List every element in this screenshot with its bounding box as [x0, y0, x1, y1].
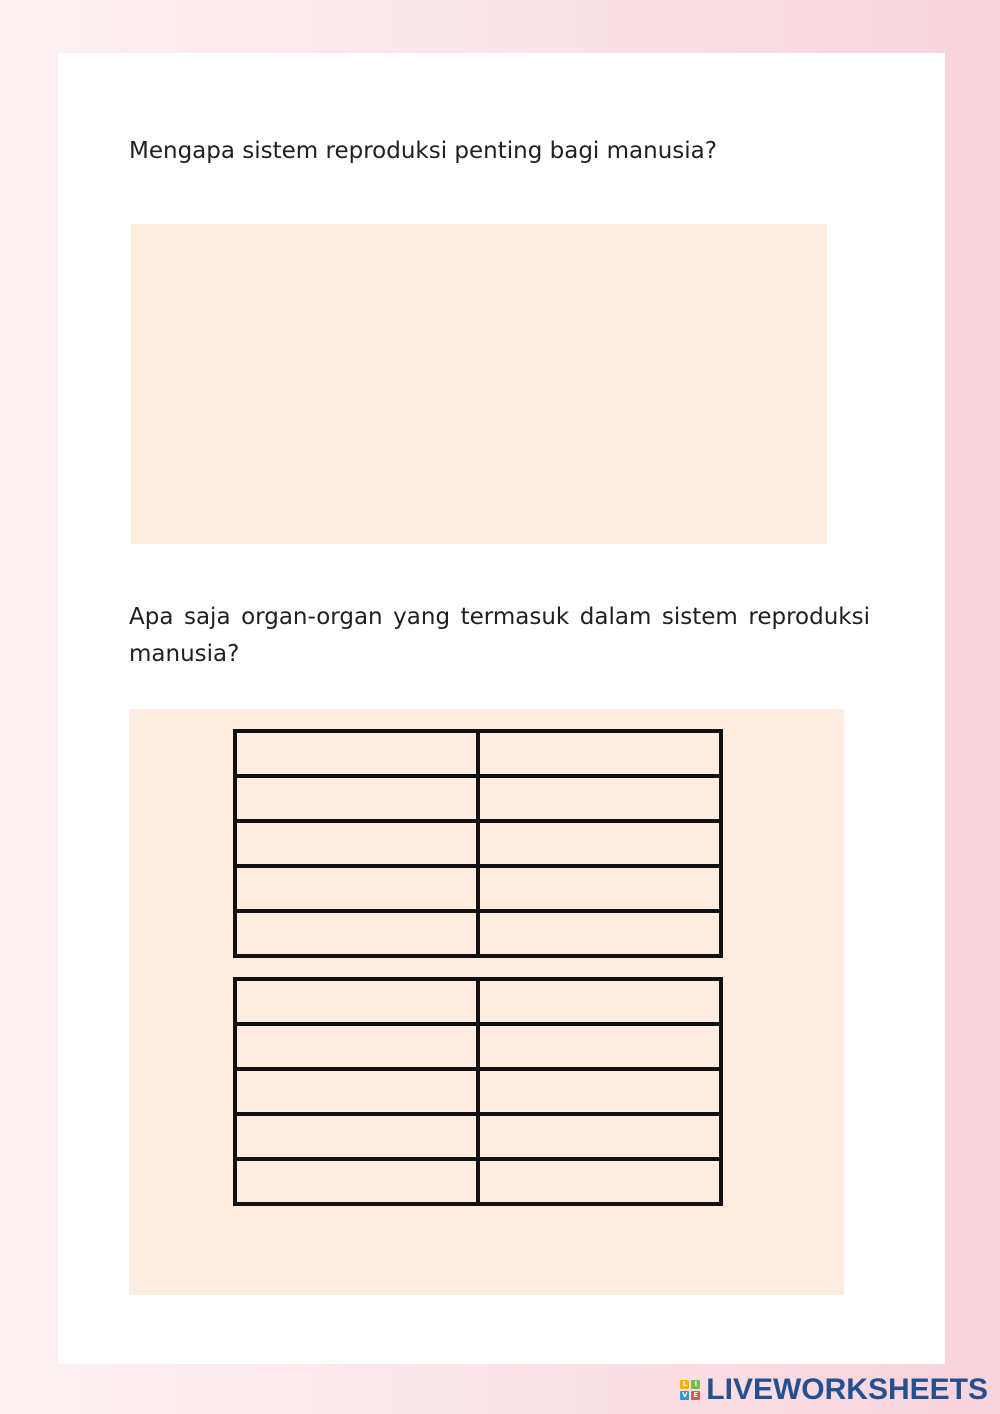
- logo-tile: E: [691, 1391, 700, 1400]
- answer-cell[interactable]: [235, 1159, 478, 1204]
- question-2: Apa saja organ-organ yang termasuk dalam sistem reproduksi manusia?: [129, 604, 870, 667]
- table-row: [235, 776, 721, 821]
- answer-table-panel: [129, 709, 844, 1295]
- answer-cell[interactable]: [478, 1024, 721, 1069]
- answer-cell[interactable]: [235, 866, 478, 911]
- table-row: [235, 866, 721, 911]
- answer-cell[interactable]: [478, 1159, 721, 1204]
- table-row: [235, 979, 721, 1024]
- table-row: [235, 1069, 721, 1114]
- table-row: [235, 1114, 721, 1159]
- answer-cell[interactable]: [235, 1024, 478, 1069]
- brand-name: LIVEWORKSHEETS: [706, 1373, 988, 1406]
- table-row: [235, 821, 721, 866]
- answer-cell[interactable]: [478, 911, 721, 956]
- answer-cell[interactable]: [478, 821, 721, 866]
- answer-cell[interactable]: [235, 1069, 478, 1114]
- answer-cell[interactable]: [235, 776, 478, 821]
- answer-cell[interactable]: [235, 979, 478, 1024]
- logo-tile: L: [680, 1380, 689, 1389]
- answer-table-upper: [233, 729, 723, 958]
- question-1: Mengapa sistem reproduksi penting bagi manusia?: [129, 138, 717, 164]
- answer-cell[interactable]: [478, 1114, 721, 1159]
- answer-cell[interactable]: [235, 821, 478, 866]
- liveworksheets-watermark: [680, 1374, 988, 1406]
- logo-tile: I: [691, 1380, 700, 1389]
- answer-box-1[interactable]: [131, 224, 827, 544]
- answer-cell[interactable]: [478, 731, 721, 776]
- table-row: [235, 1159, 721, 1204]
- logo-tile: V: [682, 1391, 688, 1399]
- worksheet-page: [58, 53, 945, 1364]
- answer-cell[interactable]: [478, 776, 721, 821]
- answer-cell[interactable]: [235, 911, 478, 956]
- answer-table-lower: [233, 977, 723, 1206]
- table-row: [235, 911, 721, 956]
- answer-cell[interactable]: [478, 866, 721, 911]
- answer-cell[interactable]: [235, 731, 478, 776]
- answer-cell[interactable]: [235, 1114, 478, 1159]
- table-row: [235, 1024, 721, 1069]
- answer-cell[interactable]: [478, 1069, 721, 1114]
- liveworksheets-logo-icon: [680, 1380, 700, 1400]
- table-row: [235, 731, 721, 776]
- answer-cell[interactable]: [478, 979, 721, 1024]
